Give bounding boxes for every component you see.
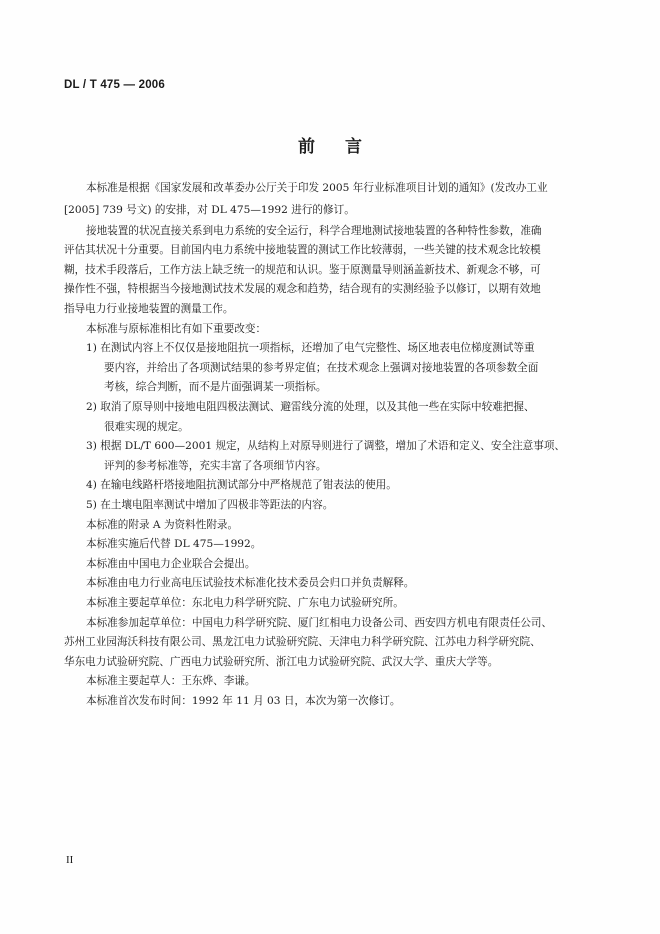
page-number: II (66, 854, 74, 866)
paragraph-line: [2005] 739 号文) 的安排，对 DL 475—1992 进行的修订。 (64, 204, 355, 216)
list-item-line: 评判的参考标准等，充实丰富了各项细节内容。 (104, 460, 327, 472)
list-item-line: 2) 取消了原导则中接地电阻四极法测试、避雷线分流的处理，以及其他一些在实际中较难把握、 (86, 401, 535, 413)
paragraph-line: 本标准由中国电力企业联合会提出。 (86, 558, 256, 570)
paragraph-line: 操作性不强，特根据当今接地测试技术发展的观念和趋势，结合现有的实测经验予以修订，以期有效地 (64, 283, 541, 295)
paragraph-line: 本标准首次发布时间：1992 年 11 月 03 日，本次为第一次修订。 (86, 695, 401, 707)
paragraph-line: 本标准主要起草单位：东北电力科学研究院、广东电力试验研究所。 (86, 597, 404, 609)
paragraph-line: 本标准的附录 A 为资料性附录。 (86, 519, 239, 531)
title-char-1: 前 (298, 137, 315, 157)
page-title (0, 132, 660, 157)
paragraph-line: 指导电力行业接地装置的测量工作。 (64, 303, 234, 315)
paragraph-line: 接地装置的状况直接关系到电力系统的安全运行，科学合理地测试接地装置的各种特性参数，准确 (86, 225, 542, 237)
list-item-line: 1) 在测试内容上不仅仅是接地阻抗一项指标，还增加了电气完整性、场区地表电位梯度测试等重 (86, 342, 535, 354)
paragraph-line: 本标准实施后代替 DL 475—1992。 (86, 538, 262, 550)
list-item-line: 要内容，并给出了各项测试结果的参考界定值；在技术观念上强调对接地装置的各项参数全面 (104, 362, 539, 374)
paragraph-line: 糊，技术手段落后，工作方法上缺乏统一的规范和认识。鉴于原测量导则涵盖新技术、新观念不够，可 (64, 264, 541, 276)
paragraph-line: 本标准主要起草人：王东烨、李谦。 (86, 675, 256, 687)
list-item-line: 考核，综合判断，而不是片面强调某一项指标。 (104, 381, 327, 393)
paragraph-line: 苏州工业园海沃科技有限公司、黑龙江电力试验研究院、天津电力科学研究院、江苏电力科学研究院、 (64, 636, 541, 648)
title-char-2: 言 (345, 137, 362, 157)
paragraph-line: 评估其状况十分重要。目前国内电力系统中接地装置的测试工作比较薄弱，一些关键的技术观念比较模 (64, 244, 541, 256)
paragraph-line: 本标准是根据《国家发展和改革委办公厅关于印发 2005 年行业标准项目计划的通知》(发改办工业 (86, 182, 548, 194)
paragraph-line: 本标准参加起草单位：中国电力科学研究院、厦门红相电力设备公司、西安四方机电有限责任公司、 (86, 617, 553, 629)
paragraph-line: 华东电力试验研究院、广西电力试验研究所、浙江电力试验研究院、武汉大学、重庆大学等。 (64, 656, 499, 668)
list-item-line: 3) 根据 DL/T 600—2001 规定，从结构上对原导则进行了调整，增加了术语和定义、安全注意事项、 (86, 440, 566, 452)
list-item-line: 4) 在输电线路杆塔接地阻抗测试部分中严格规范了钳表法的使用。 (86, 479, 397, 491)
paragraph-line: 本标准由电力行业高电压试验技术标准化技术委员会归口并负责解释。 (86, 577, 415, 589)
list-item-line: 很难实现的规定。 (104, 421, 189, 433)
paragraph-line: 本标准与原标准相比有如下重要改变： (86, 323, 267, 335)
standard-code: DL / T 475 — 2006 (64, 79, 165, 91)
list-item-line: 5) 在土壤电阻率测试中增加了四极非等距法的内容。 (86, 499, 334, 511)
